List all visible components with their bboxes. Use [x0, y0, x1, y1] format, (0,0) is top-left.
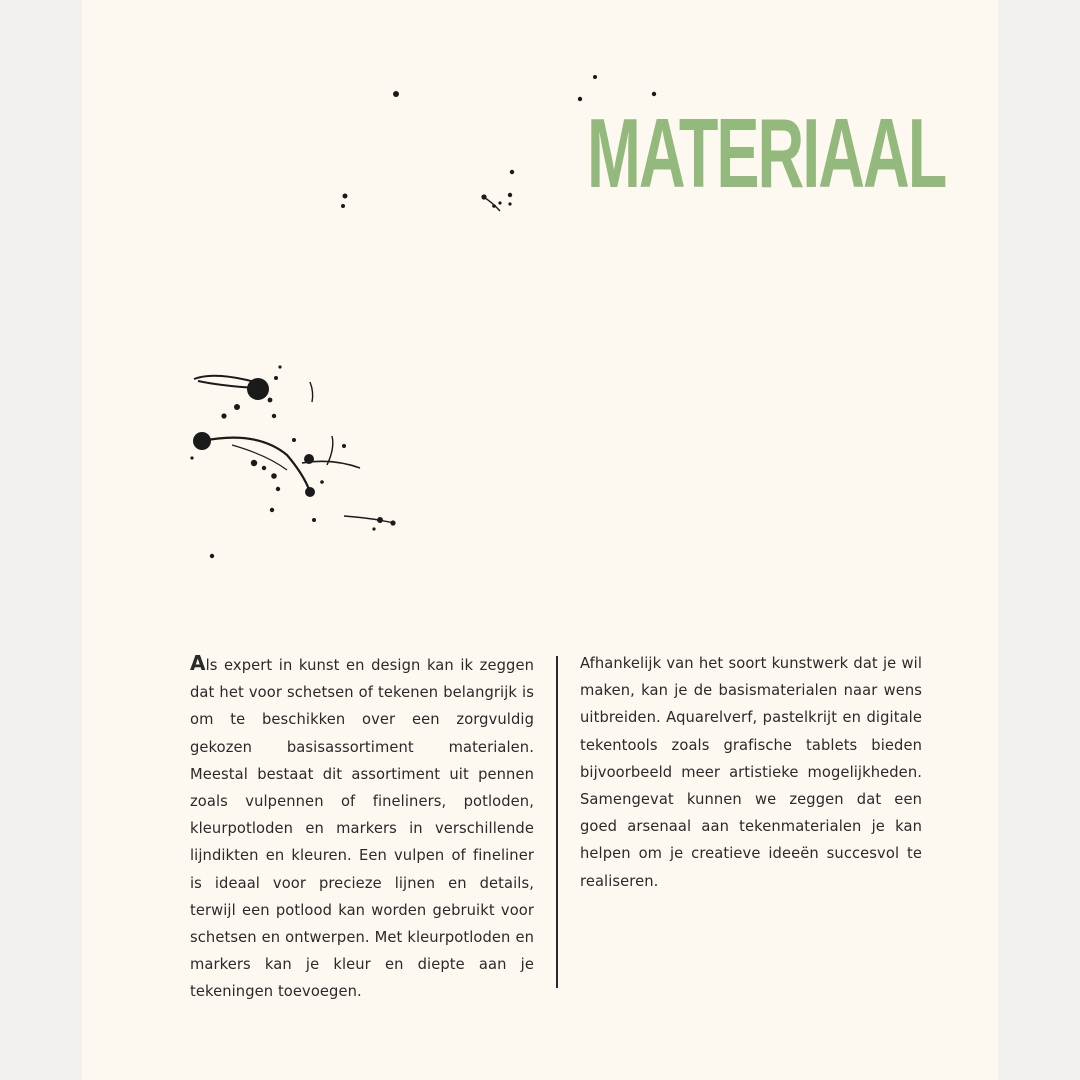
column-divider [556, 656, 558, 988]
body-column-left [190, 650, 534, 1006]
page-title: MATERIAAL [587, 98, 946, 208]
paragraph-left-text: ls expert in kunst en design kan ik zeggen dat het voor schetsen of tekenen belangrijk is om te beschikken over een zorgvuldig gekozen basisassortiment materialen. Meestal bestaat dit assortiment uit pennen zoals vulpennen of fineliners, potloden, kleurpotloden en markers in verschillende lijndikten en kleuren. Een vulpen of fineliner is ideaal voor precieze lijnen en details, terwijl een potlood kan worden gebruikt voor schetsen en ontwerpen. Met kleurpotloden en markers kan je kleur en diepte aan je tekeningen toevoegen. [190, 657, 534, 1001]
paragraph-left [190, 650, 534, 1006]
body-column-right [580, 650, 922, 895]
drop-cap: A [190, 651, 206, 675]
paragraph-right: Afhankelijk van het soort kunstwerk dat je wil maken, kan je de basismaterialen naar wens uitbreiden. Aquarelverf, pastelkrijt en digitale tekentools zoals grafische tablets bieden bijvoorbeeld meer artistieke mogelijkheden. Samengevat kunnen we zeggen dat een goed arsenaal aan tekenmaterialen je kan helpen om je creatieve ideeën succesvol te realiseren. [580, 655, 922, 890]
book-page [82, 0, 998, 1080]
ink-splatter-left [82, 0, 998, 600]
